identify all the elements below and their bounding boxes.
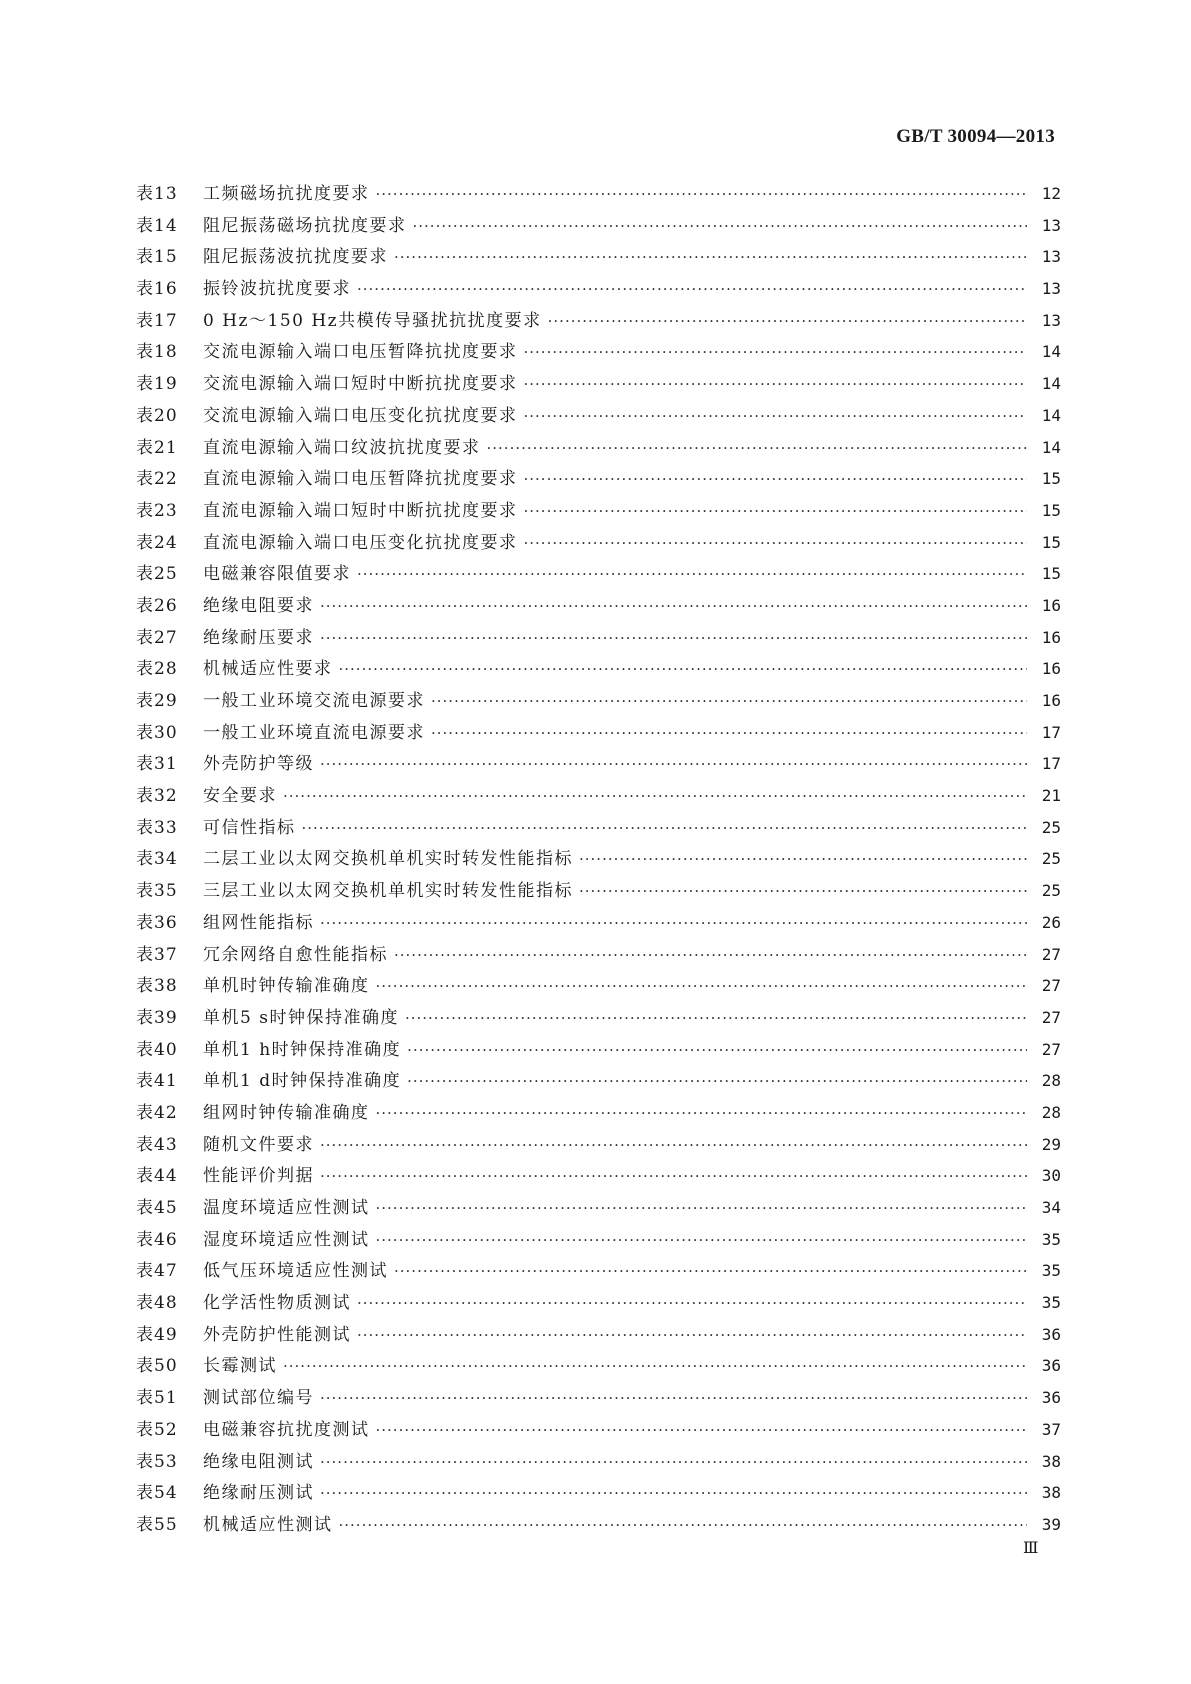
toc-entry-title: 机械适应性要求 bbox=[203, 659, 333, 680]
toc-dot-leader bbox=[431, 686, 1027, 718]
toc-entry-page: 14 bbox=[1041, 374, 1061, 394]
toc-entry-title: 交流电源输入端口电压变化抗扰度要求 bbox=[203, 405, 518, 426]
toc-entry-title: 直流电源输入端口纹波抗扰度要求 bbox=[203, 437, 481, 458]
toc-entry-number: 表38 bbox=[136, 976, 178, 997]
toc-entry-number: 表51 bbox=[136, 1388, 178, 1409]
toc-entry[interactable] bbox=[136, 1002, 1061, 1034]
page-number: Ⅲ bbox=[1023, 1540, 1038, 1557]
toc-entry-number: 表47 bbox=[136, 1261, 178, 1282]
toc-entry-page: 21 bbox=[1041, 786, 1061, 806]
toc-entry-title: 化学活性物质测试 bbox=[203, 1293, 351, 1314]
toc-entry-page: 36 bbox=[1041, 1356, 1061, 1376]
toc-entry[interactable] bbox=[136, 1414, 1061, 1446]
toc-dot-leader bbox=[302, 813, 1028, 845]
toc-entry-title: 长霉测试 bbox=[203, 1356, 277, 1377]
toc-entry[interactable] bbox=[136, 1129, 1061, 1161]
toc-dot-leader bbox=[320, 1130, 1027, 1162]
toc-entry-number: 表24 bbox=[136, 532, 178, 553]
table-of-contents bbox=[136, 178, 1061, 1541]
toc-entry-page: 25 bbox=[1041, 817, 1061, 837]
toc-entry-number: 表44 bbox=[136, 1166, 178, 1187]
toc-dot-leader bbox=[320, 749, 1027, 781]
toc-entry[interactable] bbox=[136, 717, 1061, 749]
toc-entry[interactable] bbox=[136, 368, 1061, 400]
toc-entry-page: 15 bbox=[1041, 532, 1061, 552]
toc-entry-title: 电磁兼容限值要求 bbox=[203, 564, 351, 585]
toc-entry-page: 14 bbox=[1041, 437, 1061, 457]
toc-entry-title: 电磁兼容抗扰度测试 bbox=[203, 1419, 370, 1440]
toc-entry[interactable] bbox=[136, 653, 1061, 685]
toc-entry-title: 阻尼振荡波抗扰度要求 bbox=[203, 247, 388, 268]
toc-entry-number: 表36 bbox=[136, 912, 178, 933]
toc-entry-page: 27 bbox=[1041, 1007, 1061, 1027]
toc-entry[interactable] bbox=[136, 527, 1061, 559]
toc-entry[interactable] bbox=[136, 1255, 1061, 1287]
toc-entry-page: 36 bbox=[1041, 1388, 1061, 1408]
toc-entry-page: 28 bbox=[1041, 1102, 1061, 1122]
toc-entry-number: 表41 bbox=[136, 1071, 178, 1092]
toc-entry-page: 38 bbox=[1041, 1451, 1061, 1471]
toc-entry[interactable] bbox=[136, 336, 1061, 368]
toc-entry-title: 0 Hz～150 Hz共模传导骚扰抗扰度要求 bbox=[203, 310, 542, 331]
toc-entry-page: 35 bbox=[1041, 1229, 1061, 1249]
toc-entry[interactable] bbox=[136, 241, 1061, 273]
toc-entry-page: 13 bbox=[1041, 279, 1061, 299]
toc-entry-number: 表14 bbox=[136, 215, 178, 236]
toc-entry-number: 表21 bbox=[136, 437, 178, 458]
toc-entry-number: 表37 bbox=[136, 944, 178, 965]
toc-dot-leader bbox=[579, 876, 1027, 908]
toc-entry-title: 外壳防护性能测试 bbox=[203, 1324, 351, 1345]
toc-entry-title: 直流电源输入端口短时中断抗扰度要求 bbox=[203, 500, 518, 521]
toc-entry-number: 表15 bbox=[136, 247, 178, 268]
standard-code: GB/T 30094—2013 bbox=[896, 126, 1055, 147]
toc-entry-page: 14 bbox=[1041, 405, 1061, 425]
toc-entry[interactable] bbox=[136, 400, 1061, 432]
toc-entry-number: 表13 bbox=[136, 184, 178, 204]
toc-entry[interactable] bbox=[136, 907, 1061, 939]
toc-entry-number: 表46 bbox=[136, 1229, 178, 1250]
toc-entry-title: 组网时钟传输准确度 bbox=[203, 1102, 370, 1123]
toc-entry-title: 组网性能指标 bbox=[203, 912, 314, 933]
toc-dot-leader bbox=[320, 908, 1027, 940]
toc-entry[interactable] bbox=[136, 1160, 1061, 1192]
toc-dot-leader bbox=[320, 1478, 1027, 1510]
toc-entry-title: 低气压环境适应性测试 bbox=[203, 1261, 388, 1282]
toc-entry-number: 表45 bbox=[136, 1198, 178, 1218]
toc-dot-leader bbox=[320, 623, 1027, 655]
toc-entry[interactable] bbox=[136, 210, 1061, 242]
toc-entry[interactable] bbox=[136, 590, 1061, 622]
toc-entry-page: 29 bbox=[1041, 1134, 1061, 1154]
toc-dot-leader bbox=[283, 1351, 1027, 1383]
toc-entry-number: 表22 bbox=[136, 469, 178, 490]
toc-entry-title: 湿度环境适应性测试 bbox=[203, 1229, 370, 1250]
toc-entry-title: 绝缘电阻测试 bbox=[203, 1451, 314, 1472]
toc-dot-leader bbox=[524, 496, 1028, 528]
toc-entry-page: 35 bbox=[1041, 1293, 1061, 1313]
toc-entry-title: 交流电源输入端口短时中断抗扰度要求 bbox=[203, 374, 518, 395]
toc-entry-page: 13 bbox=[1041, 215, 1061, 235]
toc-dot-leader bbox=[394, 1256, 1027, 1288]
toc-dot-leader bbox=[524, 528, 1028, 560]
toc-entry-page: 26 bbox=[1041, 912, 1061, 932]
toc-entry[interactable] bbox=[136, 1509, 1061, 1541]
toc-entry[interactable] bbox=[136, 1287, 1061, 1319]
toc-entry-title: 外壳防护等级 bbox=[203, 754, 314, 775]
toc-entry-page: 34 bbox=[1041, 1198, 1061, 1217]
toc-entry-number: 表33 bbox=[136, 817, 178, 838]
toc-entry-number: 表31 bbox=[136, 754, 178, 775]
toc-entry-number: 表52 bbox=[136, 1419, 178, 1440]
toc-entry-title: 交流电源输入端口电压暂降抗扰度要求 bbox=[203, 342, 518, 363]
toc-dot-leader bbox=[357, 1320, 1027, 1352]
toc-entry-title: 三层工业以太网交换机单机实时转发性能指标 bbox=[203, 881, 573, 902]
toc-entry-title: 直流电源输入端口电压暂降抗扰度要求 bbox=[203, 469, 518, 490]
toc-entry-title: 冗余网络自愈性能指标 bbox=[203, 944, 388, 965]
toc-entry[interactable] bbox=[136, 1034, 1061, 1066]
toc-entry-title: 二层工业以太网交换机单机实时转发性能指标 bbox=[203, 849, 573, 870]
toc-entry-page: 37 bbox=[1041, 1419, 1061, 1439]
toc-dot-leader bbox=[413, 211, 1028, 243]
toc-entry-number: 表29 bbox=[136, 691, 178, 711]
toc-entry-title: 绝缘电阻要求 bbox=[203, 595, 314, 616]
toc-entry[interactable] bbox=[136, 748, 1061, 780]
toc-entry[interactable] bbox=[136, 875, 1061, 907]
toc-entry-number: 表54 bbox=[136, 1483, 178, 1504]
toc-entry[interactable] bbox=[136, 1097, 1061, 1129]
toc-entry-page: 16 bbox=[1041, 595, 1061, 615]
toc-dot-leader bbox=[320, 1161, 1027, 1193]
toc-dot-leader bbox=[376, 1098, 1028, 1130]
toc-dot-leader bbox=[405, 1003, 1027, 1035]
toc-entry-page: 30 bbox=[1041, 1166, 1061, 1186]
toc-entry-number: 表16 bbox=[136, 279, 178, 300]
toc-entry-title: 随机文件要求 bbox=[203, 1134, 314, 1155]
toc-dot-leader bbox=[524, 464, 1028, 496]
toc-dot-leader bbox=[376, 971, 1028, 1003]
toc-dot-leader bbox=[548, 306, 1027, 338]
toc-entry[interactable] bbox=[136, 939, 1061, 971]
toc-entry[interactable] bbox=[136, 178, 1061, 210]
toc-dot-leader bbox=[339, 654, 1028, 686]
toc-entry-title: 阻尼振荡磁场抗扰度要求 bbox=[203, 215, 407, 236]
toc-entry-number: 表43 bbox=[136, 1134, 178, 1155]
toc-entry-title: 性能评价判据 bbox=[203, 1166, 314, 1187]
toc-entry[interactable] bbox=[136, 1446, 1061, 1478]
toc-dot-leader bbox=[376, 1415, 1028, 1447]
toc-dot-leader bbox=[394, 940, 1027, 972]
toc-entry-number: 表55 bbox=[136, 1514, 178, 1535]
toc-entry-page: 28 bbox=[1041, 1071, 1061, 1091]
toc-entry-page: 16 bbox=[1041, 659, 1061, 679]
toc-dot-leader bbox=[320, 591, 1027, 623]
toc-entry[interactable] bbox=[136, 558, 1061, 590]
toc-entry-page: 38 bbox=[1041, 1483, 1061, 1503]
toc-entry-number: 表19 bbox=[136, 374, 178, 395]
toc-entry[interactable] bbox=[136, 495, 1061, 527]
toc-entry-title: 单机时钟传输准确度 bbox=[203, 976, 370, 997]
toc-entry-number: 表17 bbox=[136, 310, 178, 331]
toc-entry-page: 13 bbox=[1041, 310, 1061, 330]
toc-entry-number: 表40 bbox=[136, 1039, 178, 1060]
toc-entry-number: 表53 bbox=[136, 1451, 178, 1472]
toc-entry-number: 表32 bbox=[136, 786, 178, 807]
toc-entry[interactable] bbox=[136, 622, 1061, 654]
toc-entry-number: 表35 bbox=[136, 881, 178, 902]
toc-entry-number: 表50 bbox=[136, 1356, 178, 1377]
toc-dot-leader bbox=[487, 433, 1028, 465]
toc-entry[interactable] bbox=[136, 273, 1061, 305]
toc-dot-leader bbox=[357, 274, 1027, 306]
toc-entry[interactable] bbox=[136, 305, 1061, 337]
toc-entry-title: 一般工业环境交流电源要求 bbox=[203, 691, 425, 711]
toc-entry[interactable] bbox=[136, 812, 1061, 844]
toc-dot-leader bbox=[320, 1447, 1027, 1479]
toc-entry-title: 振铃波抗扰度要求 bbox=[203, 279, 351, 300]
toc-entry-number: 表18 bbox=[136, 342, 178, 363]
toc-entry-title: 可信性指标 bbox=[203, 817, 296, 838]
toc-entry-page: 39 bbox=[1041, 1514, 1061, 1534]
toc-entry[interactable] bbox=[136, 685, 1061, 717]
toc-entry-number: 表30 bbox=[136, 722, 178, 743]
toc-entry[interactable] bbox=[136, 1382, 1061, 1414]
toc-entry-title: 温度环境适应性测试 bbox=[203, 1198, 370, 1218]
toc-entry-number: 表26 bbox=[136, 595, 178, 616]
toc-entry-number: 表23 bbox=[136, 500, 178, 521]
toc-entry[interactable] bbox=[136, 1224, 1061, 1256]
toc-entry[interactable] bbox=[136, 1319, 1061, 1351]
toc-dot-leader bbox=[524, 369, 1028, 401]
toc-entry[interactable] bbox=[136, 970, 1061, 1002]
toc-entry-number: 表48 bbox=[136, 1293, 178, 1314]
toc-dot-leader bbox=[431, 718, 1027, 750]
toc-entry-title: 直流电源输入端口电压变化抗扰度要求 bbox=[203, 532, 518, 553]
toc-dot-leader bbox=[339, 1510, 1028, 1542]
toc-entry[interactable] bbox=[136, 1065, 1061, 1097]
toc-entry[interactable] bbox=[136, 843, 1061, 875]
toc-entry-page: 27 bbox=[1041, 976, 1061, 996]
toc-entry-number: 表49 bbox=[136, 1324, 178, 1345]
toc-entry-number: 表28 bbox=[136, 659, 178, 680]
toc-entry-page: 12 bbox=[1041, 184, 1061, 203]
toc-dot-leader bbox=[376, 1193, 1028, 1225]
toc-entry-page: 17 bbox=[1041, 722, 1061, 742]
toc-entry-page: 13 bbox=[1041, 247, 1061, 267]
toc-entry-number: 表42 bbox=[136, 1102, 178, 1123]
toc-entry[interactable] bbox=[136, 463, 1061, 495]
toc-entry-page: 16 bbox=[1041, 691, 1061, 710]
toc-entry-title: 测试部位编号 bbox=[203, 1388, 314, 1409]
toc-dot-leader bbox=[524, 337, 1028, 369]
toc-entry-number: 表39 bbox=[136, 1007, 178, 1028]
toc-entry-title: 单机1 h时钟保持准确度 bbox=[203, 1039, 402, 1060]
toc-dot-leader bbox=[524, 401, 1028, 433]
toc-entry-title: 工频磁场抗扰度要求 bbox=[203, 184, 370, 204]
toc-entry-page: 25 bbox=[1041, 881, 1061, 901]
toc-entry[interactable] bbox=[136, 780, 1061, 812]
toc-entry-page: 14 bbox=[1041, 342, 1061, 362]
toc-entry[interactable] bbox=[136, 1192, 1061, 1224]
toc-dot-leader bbox=[407, 1035, 1027, 1067]
toc-entry-number: 表27 bbox=[136, 627, 178, 648]
toc-entry-title: 单机1 d时钟保持准确度 bbox=[203, 1071, 402, 1092]
toc-entry-page: 27 bbox=[1041, 1039, 1061, 1059]
toc-dot-leader bbox=[407, 1066, 1027, 1098]
toc-entry-page: 15 bbox=[1041, 500, 1061, 520]
toc-dot-leader bbox=[357, 1288, 1027, 1320]
toc-dot-leader bbox=[320, 1383, 1027, 1415]
toc-entry-page: 36 bbox=[1041, 1324, 1061, 1344]
toc-entry[interactable] bbox=[136, 1477, 1061, 1509]
toc-entry-title: 绝缘耐压要求 bbox=[203, 627, 314, 648]
toc-entry-number: 表25 bbox=[136, 564, 178, 585]
toc-entry[interactable] bbox=[136, 432, 1061, 464]
toc-entry-title: 单机5 s时钟保持准确度 bbox=[203, 1007, 399, 1028]
toc-dot-leader bbox=[376, 1225, 1028, 1257]
toc-entry[interactable] bbox=[136, 1350, 1061, 1382]
toc-dot-leader bbox=[376, 179, 1028, 211]
toc-entry-page: 15 bbox=[1041, 564, 1061, 584]
toc-entry-page: 35 bbox=[1041, 1261, 1061, 1281]
toc-entry-title: 绝缘耐压测试 bbox=[203, 1483, 314, 1504]
toc-entry-number: 表20 bbox=[136, 405, 178, 426]
toc-dot-leader bbox=[394, 242, 1027, 274]
toc-entry-page: 15 bbox=[1041, 469, 1061, 489]
toc-entry-page: 17 bbox=[1041, 754, 1061, 774]
toc-entry-page: 16 bbox=[1041, 627, 1061, 647]
toc-entry-title: 机械适应性测试 bbox=[203, 1514, 333, 1535]
toc-entry-number: 表34 bbox=[136, 849, 178, 870]
toc-entry-title: 安全要求 bbox=[203, 786, 277, 807]
toc-entry-title: 一般工业环境直流电源要求 bbox=[203, 722, 425, 743]
toc-dot-leader bbox=[579, 844, 1027, 876]
toc-dot-leader bbox=[357, 559, 1027, 591]
toc-dot-leader bbox=[283, 781, 1027, 813]
toc-entry-page: 27 bbox=[1041, 944, 1061, 964]
toc-entry-page: 25 bbox=[1041, 849, 1061, 869]
